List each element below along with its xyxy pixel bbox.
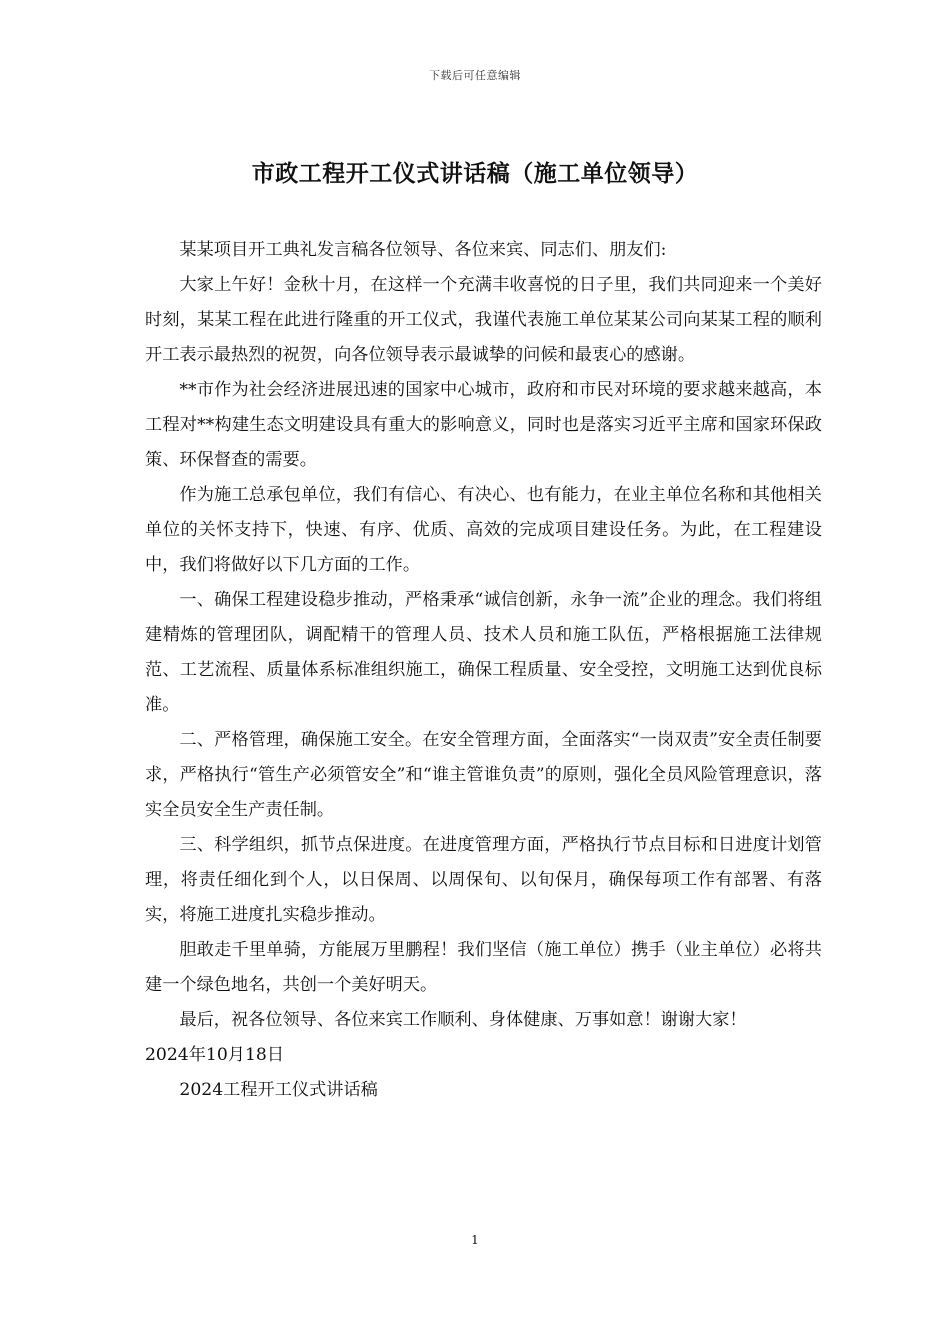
salutation-paragraph: 某某项目开工典礼发言稿各位领导、各位来宾、同志们、朋友们: bbox=[179, 240, 667, 260]
outlook-paragraph: 胆敢走千里单骑，方能展万里鹏程！我们坚信（施工单位）携手（业主单位）必将共建一个绿色地名，共创一个美好明天。 bbox=[145, 940, 822, 995]
background-paragraph: **市作为社会经济进展迅速的国家中心城市，政府和市民对环境的要求越来越高，本工程对**构建生态文明建设具有重大的影响意义，同时也是落实习近平主席和国家环保政策、环保督查的需要。 bbox=[145, 380, 822, 470]
header-note: 下载后可任意编辑 bbox=[429, 69, 521, 82]
point-two-paragraph: 二、严格管理，确保施工安全。在安全管理方面，全面落实“一岗双责”安全责任制要求，严格执行“管生产必须管安全”和“谁主管谁负责”的原则，强化全员风险管理意识，落实全员安全生产责任制。 bbox=[145, 730, 822, 820]
commitment-paragraph: 作为施工总承包单位，我们有信心、有决心、也有能力，在业主单位名称和其他相关单位的关怀支持下，快速、有序、优质、高效的完成项目建设任务。为此，在工程建设中，我们将做好以下几方面的工作。 bbox=[145, 485, 822, 575]
closing-title: 2024工程开工仪式讲话稿 bbox=[179, 1080, 378, 1100]
speech-date: 2024年10月18日 bbox=[145, 1045, 285, 1065]
point-one-paragraph: 一、确保工程建设稳步推动，严格秉承“诚信创新，永争一流”企业的理念。我们将组建精炼的管理团队，调配精干的管理人员、技术人员和施工队伍，严格根据施工法律规范、工艺流程、质量体系标准组织施工，确保工程质量、安全受控，文明施工达到优良标准。 bbox=[145, 590, 822, 715]
document-title: 市政工程开工仪式讲话稿（施工单位领导） bbox=[251, 160, 699, 187]
closing-wishes-paragraph: 最后，祝各位领导、各位来宾工作顺利、身体健康、万事如意！谢谢大家！ bbox=[179, 1010, 747, 1030]
document-body bbox=[145, 233, 822, 1108]
page-number: 1 bbox=[471, 1233, 479, 1247]
greeting-paragraph: 大家上午好！金秋十月，在这样一个充满丰收喜悦的日子里，我们共同迎来一个美好时刻，某某工程在此进行隆重的开工仪式，我谨代表施工单位某某公司向某某工程的顺利开工表示最热烈的祝贺，向各位领导表示最诚挚的问候和最衷心的感谢。 bbox=[145, 275, 822, 365]
point-three-paragraph: 三、科学组织，抓节点保进度。在进度管理方面，严格执行节点目标和日进度计划管理，将责任细化到个人，以日保周、以周保旬、以旬保月，确保每项工作有部署、有落实，将施工进度扎实稳步推动。 bbox=[145, 835, 822, 925]
